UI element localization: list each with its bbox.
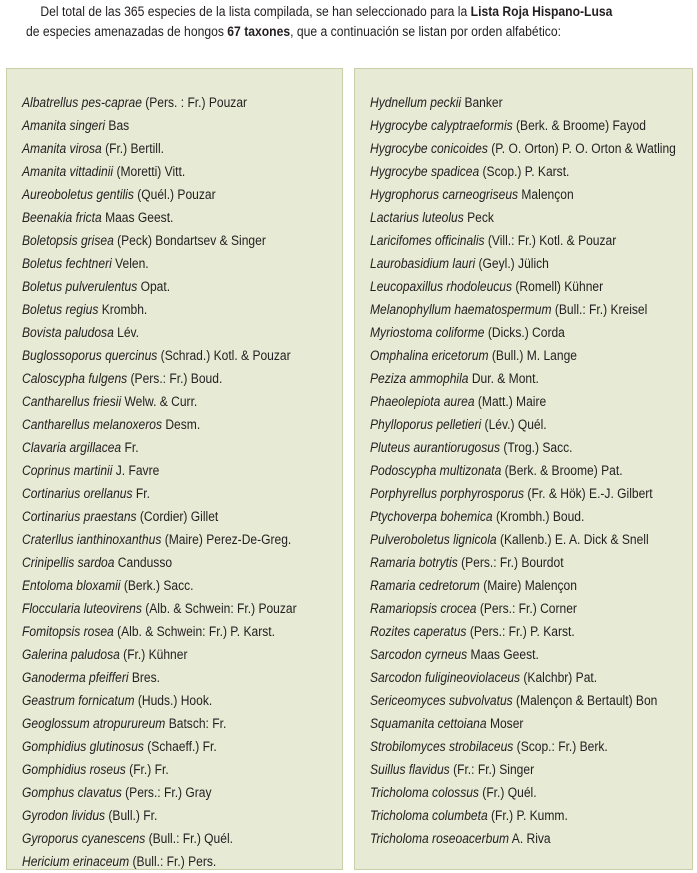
species-entry (370, 689, 676, 712)
species-scientific-name: Hericium erinaceum (22, 854, 130, 869)
species-scientific-name: Hygrocybe spadicea (370, 164, 480, 179)
species-authority: Velen. (111, 256, 149, 271)
species-scientific-name: Boletus fechtneri (22, 256, 112, 271)
species-entry (370, 712, 676, 735)
species-scientific-name: Cortinarius orellanus (22, 486, 133, 501)
species-scientific-name: Peziza ammophila (370, 371, 469, 386)
species-entry (22, 827, 297, 850)
species-entry (22, 413, 297, 436)
species-authority: (Quél.) Pouzar (133, 187, 216, 202)
species-scientific-name: Crinipellis sardoa (22, 555, 115, 570)
species-scientific-name: Laricifomes officinalis (370, 233, 485, 248)
species-authority: (Pers.: Fr.) Gray (121, 785, 212, 800)
species-entry (22, 735, 297, 758)
species-entry (370, 160, 676, 183)
species-authority: Maas Geest. (101, 210, 174, 225)
species-entry (370, 643, 676, 666)
species-scientific-name: Buglossoporus quercinus (22, 348, 158, 363)
species-entry (370, 436, 676, 459)
species-scientific-name: Gomphidius roseus (22, 762, 126, 777)
species-authority: (Geyl.) Jülich (475, 256, 549, 271)
species-entry (22, 229, 297, 252)
species-entry (22, 643, 297, 666)
species-entry (370, 758, 676, 781)
species-entry (22, 91, 297, 114)
species-entry (22, 436, 297, 459)
species-authority: Opat. (137, 279, 171, 294)
species-authority: (Maire) Perez-De-Greg. (161, 532, 292, 547)
species-entry (370, 551, 676, 574)
species-authority: (Fr.) Quél. (478, 785, 537, 800)
species-authority: (Berk. & Broome) Pat. (501, 463, 623, 478)
species-scientific-name: Sarcodon fuligineoviolaceus (370, 670, 521, 685)
species-authority: A. Riva (509, 831, 551, 846)
species-entry (370, 114, 676, 137)
species-scientific-name: Hygrocybe calyptraeformis (370, 118, 513, 133)
species-entry (22, 183, 297, 206)
intro-line-1 (26, 2, 624, 22)
species-scientific-name: Squamanita cettoiana (370, 716, 487, 731)
species-scientific-name: Entoloma bloxamii (22, 578, 121, 593)
species-authority: (Romell) Kühner (512, 279, 604, 294)
species-entry (22, 804, 297, 827)
species-entry (22, 758, 297, 781)
species-scientific-name: Hydnellum peckii (370, 95, 462, 110)
species-panel-right (354, 68, 693, 870)
species-scientific-name: Tricholoma columbeta (370, 808, 488, 823)
species-scientific-name: Amanita virosa (22, 141, 102, 156)
species-authority: (Moretti) Vitt. (113, 164, 186, 179)
species-entry (370, 781, 676, 804)
species-scientific-name: Hygrophorus carneogriseus (370, 187, 519, 202)
species-entry (22, 620, 297, 643)
species-authority: Krombh. (98, 302, 148, 317)
species-scientific-name: Phaeolepiota aurea (370, 394, 475, 409)
species-list-right (370, 91, 697, 850)
species-scientific-name: Lactarius luteolus (370, 210, 464, 225)
species-authority: (Huds.) Hook. (134, 693, 213, 708)
species-entry (370, 298, 676, 321)
species-entry (22, 551, 297, 574)
species-authority: (Fr.) Fr. (125, 762, 169, 777)
species-authority: (Pers.: Fr.) Boud. (127, 371, 223, 386)
species-authority: Peck (463, 210, 494, 225)
species-entry (370, 367, 676, 390)
species-entry (22, 206, 297, 229)
species-scientific-name: Cantharellus melanoxeros (22, 417, 163, 432)
species-authority: (Krombh.) Boud. (492, 509, 585, 524)
species-scientific-name: Ramaria cedretorum (370, 578, 480, 593)
species-entry (370, 137, 676, 160)
species-scientific-name: Sericeomyces subvolvatus (370, 693, 513, 708)
species-scientific-name: Beenakia fricta (22, 210, 102, 225)
species-entry (370, 91, 676, 114)
species-authority: (Kallenb.) E. A. Dick & Snell (496, 532, 649, 547)
species-authority: (Malençon & Bertault) Bon (512, 693, 658, 708)
species-authority: (Pers.: Fr.) Bourdot (457, 555, 564, 570)
species-authority: (Fr.: Fr.) Singer (449, 762, 535, 777)
species-authority: (Fr.) P. Kumm. (487, 808, 568, 823)
species-authority: Fr. (121, 440, 139, 455)
species-scientific-name: Craterllus ianthinoxanthus (22, 532, 162, 547)
species-scientific-name: Tricholoma roseoacerbum (370, 831, 510, 846)
species-entry (370, 804, 676, 827)
species-authority: Candusso (114, 555, 173, 570)
species-entry (22, 137, 297, 160)
species-entry (22, 459, 297, 482)
species-authority: (Schaeff.) Fr. (143, 739, 217, 754)
species-entry (22, 712, 297, 735)
species-authority: (Peck) Bondartsev & Singer (113, 233, 266, 248)
species-entry (370, 505, 676, 528)
species-scientific-name: Porphyrellus porphyrosporus (370, 486, 525, 501)
species-entry (370, 482, 676, 505)
species-scientific-name: Phylloporus pelletieri (370, 417, 482, 432)
species-authority: (Lév.) Quél. (481, 417, 547, 432)
species-scientific-name: Pulveroboletus lignicola (370, 532, 497, 547)
species-scientific-name: Caloscypha fulgens (22, 371, 128, 386)
species-scientific-name: Hygrocybe conicoides (370, 141, 488, 156)
species-entry (22, 482, 297, 505)
species-authority: (Dicks.) Corda (484, 325, 565, 340)
species-panel-left (6, 68, 343, 870)
species-authority: (Matt.) Maire (474, 394, 547, 409)
species-entry (22, 114, 297, 137)
species-entry (370, 574, 676, 597)
species-scientific-name: Melanophyllum haematospermum (370, 302, 552, 317)
species-authority: (Fr.) Kühner (119, 647, 188, 662)
species-scientific-name: Floccularia luteovirens (22, 601, 142, 616)
species-entry (22, 597, 297, 620)
species-authority: Welw. & Curr. (121, 394, 198, 409)
species-scientific-name: Cortinarius praestans (22, 509, 137, 524)
species-scientific-name: Suillus flavidus (370, 762, 450, 777)
species-scientific-name: Laurobasidium lauri (370, 256, 476, 271)
intro-highlight-taxa-count: 67 taxones (227, 24, 291, 39)
species-entry (22, 344, 297, 367)
species-authority: (Bull.: Fr.) Pers. (129, 854, 217, 869)
species-entry (370, 827, 676, 850)
species-authority: Dur. & Mont. (468, 371, 539, 386)
species-entry (370, 229, 676, 252)
species-entry (22, 390, 297, 413)
intro-paragraph (26, 2, 624, 42)
species-authority: (Pers. : Fr.) Pouzar (141, 95, 248, 110)
species-authority: (Bull.) M. Lange (488, 348, 577, 363)
species-list-left (22, 91, 327, 873)
species-scientific-name: Fomitopsis rosea (22, 624, 114, 639)
species-scientific-name: Ganoderma pfeifferi (22, 670, 129, 685)
intro-text: Del total de las 365 especies de la lista compilada, se han seleccionado para la (40, 4, 471, 19)
species-scientific-name: Albatrellus pes-caprae (22, 95, 142, 110)
species-entry (370, 597, 676, 620)
species-entry (22, 252, 297, 275)
species-scientific-name: Galerina paludosa (22, 647, 120, 662)
species-entry (370, 390, 676, 413)
intro-text: de especies amenazadas de hongos (26, 24, 228, 39)
species-scientific-name: Sarcodon cyrneus (370, 647, 468, 662)
species-entry (370, 620, 676, 643)
species-scientific-name: Bovista paludosa (22, 325, 114, 340)
species-authority: (Scop.) P. Karst. (479, 164, 570, 179)
species-authority: (Bull.) Fr. (105, 808, 158, 823)
species-scientific-name: Rozites caperatus (370, 624, 467, 639)
species-authority: Lév. (113, 325, 140, 340)
species-entry (370, 666, 676, 689)
species-scientific-name: Clavaria argillacea (22, 440, 122, 455)
species-scientific-name: Omphalina ericetorum (370, 348, 489, 363)
species-authority: (Trog.) Sacc. (499, 440, 573, 455)
species-authority: (Berk. & Broome) Fayod (512, 118, 646, 133)
species-scientific-name: Ramariopsis crocea (370, 601, 477, 616)
species-entry (370, 252, 676, 275)
species-scientific-name: Geoglossum atropurureum (22, 716, 166, 731)
species-scientific-name: Geastrum fornicatum (22, 693, 135, 708)
species-entry (370, 528, 676, 551)
species-authority: (P. O. Orton) P. O. Orton & Watling (487, 141, 676, 156)
species-scientific-name: Gomphus clavatus (22, 785, 122, 800)
species-scientific-name: Podoscypha multizonata (370, 463, 502, 478)
species-authority: (Kalchbr) Pat. (520, 670, 598, 685)
species-entry (22, 298, 297, 321)
species-entry (22, 160, 297, 183)
species-scientific-name: Aureoboletus gentilis (22, 187, 134, 202)
species-authority: (Schrad.) Kotl. & Pouzar (157, 348, 291, 363)
species-scientific-name: Amanita vittadinii (22, 164, 114, 179)
species-authority: (Bull.: Fr.) Kreisel (551, 302, 648, 317)
species-authority: (Alb. & Schwein: Fr.) P. Karst. (113, 624, 275, 639)
species-entry (22, 367, 297, 390)
species-entry (370, 206, 676, 229)
species-authority: (Fr.) Bertill. (101, 141, 164, 156)
species-entry (370, 459, 676, 482)
species-entry (370, 183, 676, 206)
species-entry (22, 505, 297, 528)
species-authority: (Scop.: Fr.) Berk. (513, 739, 608, 754)
intro-text: , que a continuación se listan por orden alfabético: (290, 24, 561, 39)
species-entry (22, 574, 297, 597)
species-authority: Malençon (518, 187, 574, 202)
species-authority: (Vill.: Fr.) Kotl. & Pouzar (484, 233, 617, 248)
species-scientific-name: Boletus regius (22, 302, 99, 317)
intro-highlight-list-name: Lista Roja Hispano-Lusa (470, 4, 613, 19)
species-entry (22, 850, 297, 873)
species-entry (370, 413, 676, 436)
species-scientific-name: Boletus pulverulentus (22, 279, 138, 294)
species-scientific-name: Cantharellus friesii (22, 394, 122, 409)
species-scientific-name: Gyroporus cyanescens (22, 831, 146, 846)
species-scientific-name: Leucopaxillus rhodoleucus (370, 279, 513, 294)
species-authority: Bres. (128, 670, 161, 685)
species-scientific-name: Ptychoverpa bohemica (370, 509, 493, 524)
species-entry (370, 344, 676, 367)
intro-line-2 (26, 22, 624, 42)
species-authority: Fr. (132, 486, 150, 501)
species-authority: Banker (461, 95, 503, 110)
species-scientific-name: Amanita singeri (22, 118, 106, 133)
species-authority: Moser (486, 716, 524, 731)
species-authority: (Bull.: Fr.) Quél. (145, 831, 233, 846)
species-scientific-name: Myriostoma coliforme (370, 325, 485, 340)
species-authority: (Pers.: Fr.) P. Karst. (466, 624, 575, 639)
species-scientific-name: Strobilomyces strobilaceus (370, 739, 514, 754)
species-entry (22, 528, 297, 551)
species-authority: Desm. (162, 417, 201, 432)
species-authority: (Maire) Malençon (479, 578, 577, 593)
species-authority: Bas (105, 118, 130, 133)
species-entry (22, 321, 297, 344)
species-authority: Maas Geest. (467, 647, 539, 662)
species-authority: J. Favre (112, 463, 160, 478)
species-scientific-name: Gomphidius glutinosus (22, 739, 144, 754)
species-authority: (Fr. & Hök) E.-J. Gilbert (524, 486, 653, 501)
species-scientific-name: Gyrodon lividus (22, 808, 106, 823)
species-entry (22, 781, 297, 804)
species-authority: (Pers.: Fr.) Corner (476, 601, 577, 616)
species-entry (22, 689, 297, 712)
species-scientific-name: Boletopsis grisea (22, 233, 114, 248)
species-scientific-name: Ramaria botrytis (370, 555, 458, 570)
species-entry (370, 275, 676, 298)
species-authority: (Alb. & Schwein: Fr.) Pouzar (141, 601, 297, 616)
species-entry (370, 321, 676, 344)
species-entry (22, 275, 297, 298)
species-authority: (Cordier) Gillet (136, 509, 219, 524)
species-scientific-name: Pluteus aurantiorugosus (370, 440, 500, 455)
species-scientific-name: Tricholoma colossus (370, 785, 479, 800)
species-authority: (Berk.) Sacc. (120, 578, 194, 593)
species-scientific-name: Coprinus martinii (22, 463, 113, 478)
species-entry (22, 666, 297, 689)
species-authority: Batsch: Fr. (165, 716, 227, 731)
species-entry (370, 735, 676, 758)
